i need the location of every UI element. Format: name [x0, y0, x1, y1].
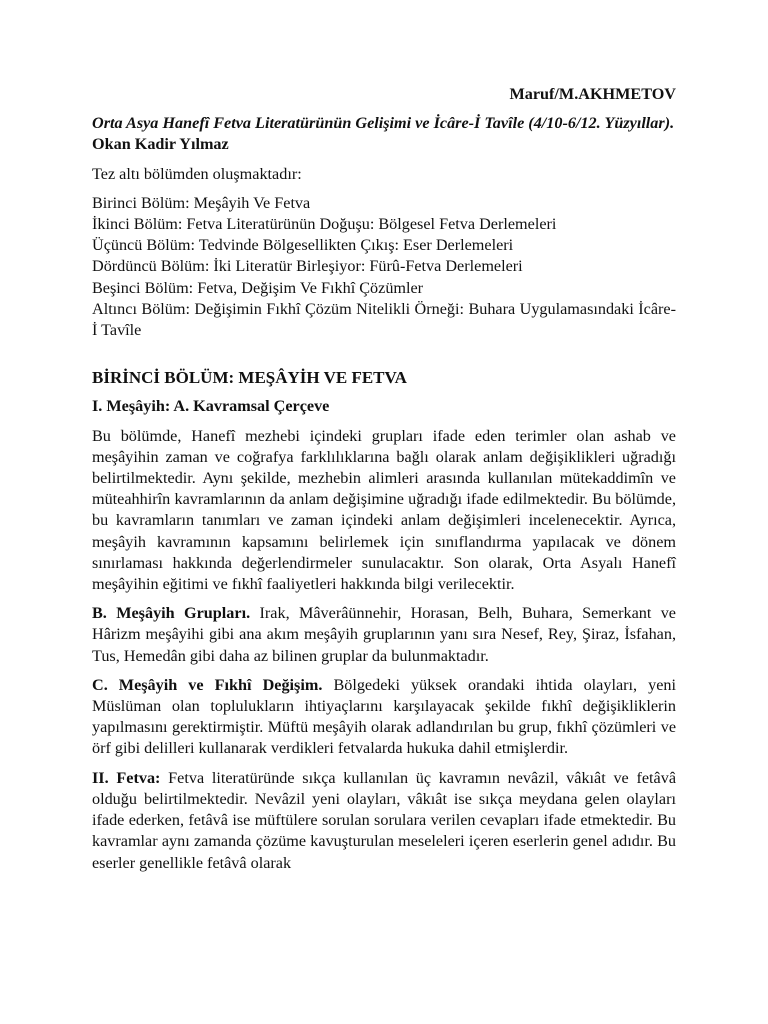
intro-text: Tez altı bölümden oluşmaktadır:	[92, 164, 302, 183]
chapter-item-3: Üçüncü Bölüm: Tedvinde Bölgesellikten Çıkış: Eser Derlemeleri	[92, 236, 514, 255]
paragraph-1: Bu bölümde, Hanefî mezhebi içindeki grupları ifade eden terimler olan ashab ve meşâyihin zaman ve coğrafya farklılıklarına bağlı olarak anlam değişiklikleri uğradığı belirtilmektedir. Aynı şekilde, mezhebin alimleri arasında kullanılan mütekaddimîn ve müteahhirîn kavramlarının da anlam değişimine uğradığı ifade edilmektedir. Bu bölümde, bu kavramların tanımları ve zaman içindeki anlam değişimleri incelenecektir. Ayrıca, meşâyih kavramının kapsamını belirlemek için sınıflandırma yapılacak ve dönem sınırlaması hakkında değerlendirmeler sunulacaktır. Son olarak, Orta Asyalı Hanefî meşâyihin eğitimi ve fıkhî faaliyetleri hakkında bilgi verilecektir.	[92, 426, 676, 594]
paragraph-2-body: Irak, Mâverâünnehir, Horasan, Belh, Buhara, Semerkant ve Hârizm meşâyihi gibi ana akım meşâyih gruplarının yanı sıra Nesef, Rey, Şiraz, İsfahan, Tus, Hemedân gibi daha az bilinen gruplar da bulunmaktadır.	[92, 604, 676, 665]
chapter-item-2: İkinci Bölüm: Fetva Literatürünün Doğuşu: Bölgesel Fetva Derlemeleri	[92, 215, 557, 234]
chapter-list	[92, 193, 676, 341]
chapter-item-5: Beşinci Bölüm: Fetva, Değişim Ve Fıkhî Çözümler	[92, 278, 424, 297]
paragraph-2	[92, 603, 676, 667]
section-title: BİRİNCİ BÖLÜM: MEŞÂYİH VE FETVA	[92, 368, 407, 388]
book-citation	[92, 113, 676, 155]
paragraph-3	[92, 675, 676, 760]
document-page	[92, 84, 676, 882]
paragraph-2-heading: B. Meşâyih Grupları.	[92, 604, 251, 623]
book-author: Okan Kadir Yılmaz	[92, 135, 229, 154]
paragraph-4-body: Fetva literatüründe sıkça kullanılan üç kavramın nevâzil, vâkıât ve fetâvâ olduğu belirtilmektedir. Nevâzil yeni olayları, vâkıât ise sıkça meydana gelen olayları ifade ederken, fetâvâ ise müftülere sorulan sorulara verilen cevapları ifade etmektedir. Bu kavramlar aynı zamanda çözüme kavuşturulan meseleleri içeren eserlerin genel adıdır. Bu eserler genellikle fetâvâ olarak	[92, 768, 677, 872]
author-header: Maruf/M.AKHMETOV	[509, 85, 676, 103]
paragraph-3-heading: C. Meşâyih ve Fıkhî Değişim.	[92, 675, 323, 694]
paragraph-4	[92, 768, 676, 874]
paragraph-3-body: Bölgedeki yüksek orandaki ihtida olayları, yeni Müslüman olan toplulukların ihtiyaçlarını karşılayacak şekilde fıkhî değişikliklerin yapılmasını gerektirmiştir. Müftü meşâyih olarak adlandırılan bu grup, fıkhî çözümleri ve örf gibi delilleri kullanarak verdikleri fetvalarda hukuka dahil etmişlerdir.	[92, 675, 676, 758]
chapter-item-6: Altıncı Bölüm: Değişimin Fıkhî Çözüm Nitelikli Örneği: Buhara Uygulamasındaki İcâre-İ Tavîle	[92, 299, 676, 340]
paragraph-4-heading: II. Fetva:	[92, 768, 161, 787]
book-title: Orta Asya Hanefî Fetva Literatürünün Gelişimi ve İcâre-İ Tavîle (4/10-6/12. Yüzyıllar).	[92, 114, 675, 133]
chapter-item-4: Dördüncü Bölüm: İki Literatür Birleşiyor: Fürû-Fetva Derlemeleri	[92, 257, 523, 276]
subsection-title: I. Meşâyih: A. Kavramsal Çerçeve	[92, 397, 330, 416]
chapter-item-1: Birinci Bölüm: Meşâyih Ve Fetva	[92, 193, 311, 212]
